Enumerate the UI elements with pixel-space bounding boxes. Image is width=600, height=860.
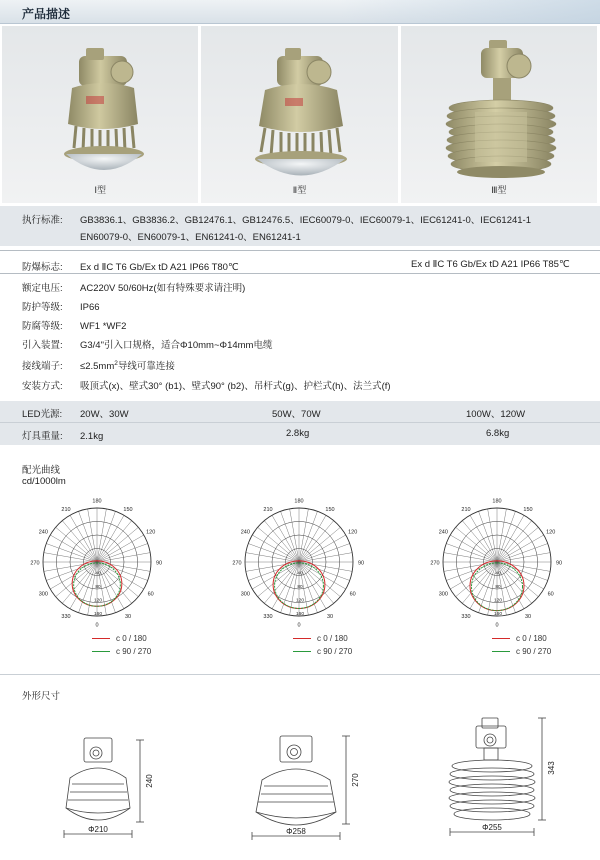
legend-swatch-red bbox=[492, 638, 510, 639]
protection-row bbox=[22, 299, 100, 313]
legend-swatch-green bbox=[293, 651, 311, 652]
led-value-type1: 20W、30W bbox=[80, 409, 129, 420]
voltage-row bbox=[22, 280, 245, 294]
angle-tick-label: 180 bbox=[92, 498, 102, 505]
ring-tick-label: 80 bbox=[95, 585, 101, 590]
corrosion-label: 防腐等级: bbox=[22, 321, 63, 332]
terminal-value bbox=[80, 361, 175, 372]
dimension-drawing-type3 bbox=[440, 712, 560, 844]
angle-tick-label: 270 bbox=[30, 560, 40, 567]
ring-tick-label: 80 bbox=[297, 585, 303, 590]
ring-tick-label: 40 bbox=[297, 571, 303, 577]
install-label: 安装方式: bbox=[22, 381, 63, 392]
angle-tick-label: 180 bbox=[492, 498, 502, 505]
legend-label: c 0 / 180 bbox=[317, 634, 348, 643]
angle-tick-label: 210 bbox=[61, 506, 71, 513]
ring-tick-label: 40 bbox=[95, 571, 101, 577]
legend-label: c 90 / 270 bbox=[516, 647, 552, 656]
angle-tick-label: 0 bbox=[95, 622, 99, 629]
angle-tick-label: 150 bbox=[325, 506, 335, 513]
angle-tick-label: 60 bbox=[147, 591, 154, 598]
ring-tick-label: 160 bbox=[93, 612, 103, 617]
led-value-type2: 50W、70W bbox=[272, 409, 321, 420]
dimensions-title: 外形尺寸 bbox=[22, 691, 61, 702]
angle-tick-label: 210 bbox=[263, 506, 273, 513]
angle-tick-label: 90 bbox=[357, 560, 365, 567]
divider bbox=[0, 422, 600, 423]
protection-label: 防护等级: bbox=[22, 302, 63, 313]
standard-value-line1: GB3836.1、GB3836.2、GB12476.1、GB12476.5、IEC60079-0、IEC60079-1、IEC61241-0、IEC61241-1 bbox=[80, 215, 531, 226]
ring-tick-label: 160 bbox=[295, 612, 305, 617]
led-label: LED光源: bbox=[22, 409, 63, 420]
divider bbox=[0, 250, 600, 251]
legend-swatch-red bbox=[92, 638, 110, 639]
ring-tick-label: 120 bbox=[493, 598, 503, 604]
install-value: 吸顶式(x)、壁式30° (b1)、壁式90° (b2)、吊杆式(g)、护栏式(h)、法兰式(f) bbox=[80, 381, 391, 392]
terminal-value-pre: ≤2.5mm bbox=[80, 361, 115, 372]
explosion-value-a: Ex d ⅡC T6 Gb/Ex tD A21 IP66 T80℃ bbox=[80, 262, 239, 273]
light-curve-unit: cd/1000lm bbox=[22, 476, 66, 487]
standard-row bbox=[22, 212, 531, 226]
angle-tick-label: 30 bbox=[326, 614, 334, 621]
terminal-value-sup: 2 bbox=[114, 359, 118, 367]
legend-label: c 0 / 180 bbox=[116, 634, 147, 643]
legend-label: c 90 / 270 bbox=[116, 647, 152, 656]
corrosion-value: WF1 *WF2 bbox=[80, 321, 127, 332]
led-row bbox=[22, 406, 129, 420]
terminal-label: 接线端子: bbox=[22, 361, 63, 372]
legend-swatch-green bbox=[92, 651, 110, 652]
angle-tick-label: 0 bbox=[297, 622, 301, 629]
light-curve-chart-type1 bbox=[30, 498, 163, 629]
angle-tick-label: 330 bbox=[61, 614, 71, 621]
angle-tick-label: 300 bbox=[38, 591, 48, 598]
angle-tick-label: 300 bbox=[240, 591, 250, 598]
install-row bbox=[22, 378, 391, 392]
angle-tick-label: 240 bbox=[38, 529, 48, 536]
dimension-height-type3: 343 bbox=[547, 761, 556, 775]
light-curve-title: 配光曲线 bbox=[22, 465, 61, 476]
explosion-row bbox=[22, 259, 239, 273]
light-curve-chart-type3 bbox=[430, 498, 563, 629]
weight-value-type2: 2.8kg bbox=[286, 428, 310, 439]
angle-tick-label: 30 bbox=[524, 614, 532, 621]
legend-label: c 90 / 270 bbox=[317, 647, 353, 656]
angle-tick-label: 240 bbox=[438, 529, 448, 536]
divider bbox=[0, 674, 600, 675]
header-decoration bbox=[340, 0, 600, 24]
angle-tick-label: 90 bbox=[155, 560, 163, 567]
angle-tick-label: 270 bbox=[430, 560, 440, 567]
terminal-row bbox=[22, 358, 175, 372]
protection-value: IP66 bbox=[80, 302, 100, 313]
standard-label: 执行标准: bbox=[22, 215, 63, 226]
legend-item-c0 bbox=[293, 634, 348, 643]
dimension-width-type2: Φ258 bbox=[286, 827, 306, 836]
legend-swatch-red bbox=[293, 638, 311, 639]
divider bbox=[0, 273, 600, 274]
section-title: 产品描述 bbox=[22, 7, 71, 21]
angle-tick-label: 120 bbox=[146, 529, 156, 536]
corrosion-row bbox=[22, 318, 126, 332]
legend-item-c90 bbox=[293, 647, 352, 656]
terminal-value-post: 导线可靠连接 bbox=[117, 361, 175, 372]
voltage-label: 额定电压: bbox=[22, 283, 63, 294]
dimension-height-type1: 240 bbox=[145, 774, 154, 788]
standard-value-line2: EN60079-0、EN60079-1、EN61241-0、EN61241-1 bbox=[80, 232, 301, 243]
weight-value-type1: 2.1kg bbox=[80, 431, 104, 442]
weight-value-type3: 6.8kg bbox=[486, 428, 510, 439]
voltage-value: AC220V 50/60Hz(如有特殊要求请注明) bbox=[80, 283, 246, 294]
lamp-photo-type1-image bbox=[2, 26, 200, 203]
angle-tick-label: 120 bbox=[348, 529, 358, 536]
angle-tick-label: 150 bbox=[523, 506, 533, 513]
lamp-photo-type3-image bbox=[401, 26, 599, 203]
angle-tick-label: 300 bbox=[438, 591, 448, 598]
angle-tick-label: 90 bbox=[555, 560, 563, 567]
ring-tick-label: 160 bbox=[493, 612, 503, 617]
ring-tick-label: 120 bbox=[93, 598, 103, 604]
angle-tick-label: 210 bbox=[461, 506, 471, 513]
led-value-type3: 100W、120W bbox=[466, 409, 526, 420]
angle-tick-label: 0 bbox=[495, 622, 499, 629]
product-photo-row bbox=[2, 26, 598, 203]
ring-tick-label: 80 bbox=[495, 585, 501, 590]
inlet-value: G3/4"引入口规格，适合Φ10mm~Φ14mm电缆 bbox=[80, 340, 273, 351]
angle-tick-label: 330 bbox=[461, 614, 471, 621]
product-photo-type2 bbox=[201, 26, 398, 203]
explosion-label: 防爆标志: bbox=[22, 262, 63, 273]
legend-item-c90 bbox=[492, 647, 551, 656]
angle-tick-label: 270 bbox=[232, 560, 242, 567]
inlet-row bbox=[22, 337, 272, 351]
lamp-photo-type2-image bbox=[201, 26, 399, 203]
model-caption: Ⅲ型 bbox=[491, 185, 507, 195]
dimension-width-type1: Φ210 bbox=[88, 825, 108, 834]
angle-tick-label: 60 bbox=[547, 591, 554, 598]
ring-tick-label: 120 bbox=[295, 598, 305, 604]
section-header bbox=[0, 0, 600, 24]
dimension-drawing-type2 bbox=[244, 732, 364, 844]
product-photo-type1 bbox=[2, 26, 199, 203]
model-caption: Ⅰ型 bbox=[94, 185, 106, 195]
legend-swatch-green bbox=[492, 651, 510, 652]
dimension-width-type3: Φ255 bbox=[482, 823, 502, 832]
explosion-value-b: Ex d ⅡC T6 Gb/Ex tD A21 IP66 T85℃ bbox=[411, 259, 570, 270]
angle-tick-label: 30 bbox=[124, 614, 132, 621]
legend-item-c0 bbox=[492, 634, 547, 643]
angle-tick-label: 60 bbox=[349, 591, 356, 598]
weight-row bbox=[22, 428, 103, 442]
light-curve-chart-type2 bbox=[232, 498, 365, 629]
angle-tick-label: 330 bbox=[263, 614, 273, 621]
ring-tick-label: 40 bbox=[495, 571, 501, 577]
model-caption: Ⅱ型 bbox=[292, 185, 307, 195]
angle-tick-label: 120 bbox=[546, 529, 556, 536]
angle-tick-label: 180 bbox=[294, 498, 304, 505]
legend-item-c90 bbox=[92, 647, 151, 656]
weight-label: 灯具重量: bbox=[22, 431, 63, 442]
dimension-drawing-type1 bbox=[50, 736, 160, 844]
inlet-label: 引入装置: bbox=[22, 340, 63, 351]
dimension-height-type2: 270 bbox=[351, 773, 360, 787]
legend-item-c0 bbox=[92, 634, 147, 643]
angle-tick-label: 150 bbox=[123, 506, 133, 513]
legend-label: c 0 / 180 bbox=[516, 634, 547, 643]
product-photo-type3 bbox=[401, 26, 598, 203]
angle-tick-label: 240 bbox=[240, 529, 250, 536]
